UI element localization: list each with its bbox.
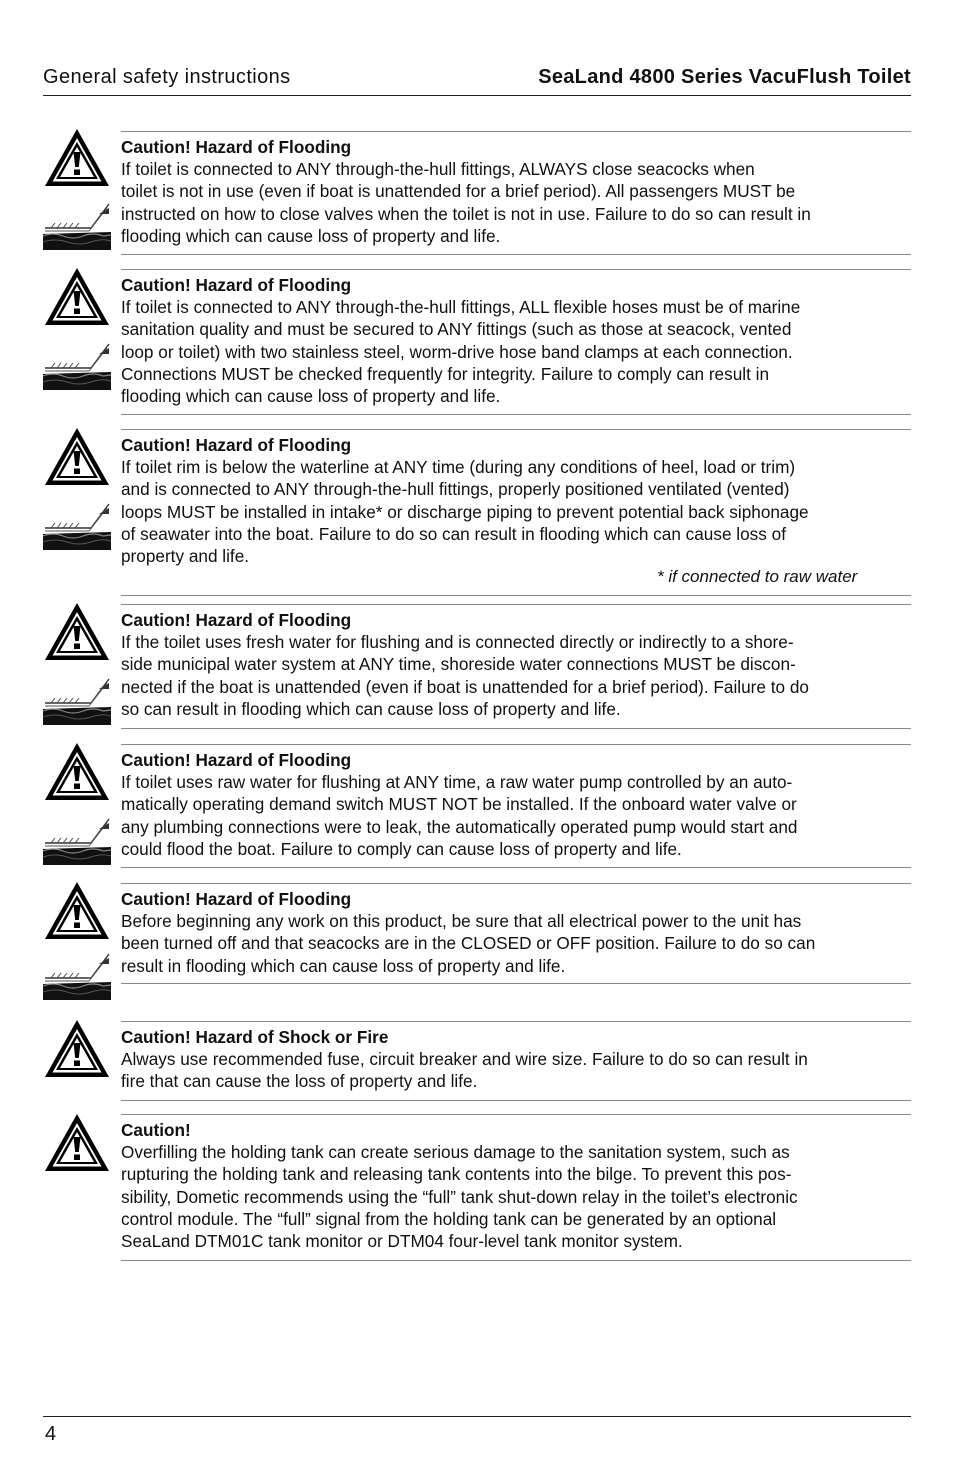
caution-title: Caution! Hazard of Shock or Fire — [121, 1027, 389, 1047]
caution-body-line: If toilet is connected to ANY through-the-hull fittings, ALL flexible hoses must be of marine — [121, 297, 801, 318]
caution-text — [121, 888, 913, 977]
block-divider-top — [121, 429, 911, 430]
flooding-icon — [43, 198, 111, 250]
caution-body-line: loop or toilet) with two stainless steel, worm-drive hose band clamps at each connection. — [121, 341, 793, 362]
caution-title: Caution! — [121, 1120, 191, 1140]
caution-title: Caution! Hazard of Flooding — [121, 137, 352, 157]
caution-body-line: If toilet rim is below the waterline at ANY time (during any conditions of heel, load or trim) — [121, 457, 796, 478]
caution-body-line: of seawater into the boat. Failure to do so can result in flooding which can cause loss of — [121, 523, 786, 544]
footnote: * if connected to raw water — [657, 567, 858, 586]
caution-body-line: instructed on how to close valves when the toilet is not in use. Failure to do so can result in — [121, 203, 811, 224]
caution-body-line: Before beginning any work on this product, be sure that all electrical power to the unit has — [121, 911, 802, 932]
caution-body-line: property and life. — [121, 546, 250, 567]
section-title: General safety instructions — [43, 66, 291, 88]
caution-text — [121, 274, 913, 407]
caution-body-line: Overfilling the holding tank can create serious damage to the sanitation system, such as — [121, 1142, 790, 1163]
block-divider-bottom — [121, 867, 911, 868]
block-divider-top — [121, 131, 911, 132]
caution-body-line: control module. The “full” signal from the holding tank can be generated by an optional — [121, 1208, 777, 1229]
page-number: 4 — [45, 1423, 57, 1445]
caution-body-line: loops MUST be installed in intake* or discharge piping to prevent potential back siphonage — [121, 501, 809, 522]
caution-body-line: SeaLand DTM01C tank monitor or DTM04 four-level tank monitor system. — [121, 1231, 683, 1252]
block-divider-bottom — [121, 414, 911, 415]
caution-title: Caution! Hazard of Flooding — [121, 275, 352, 295]
caution-body-line: matically operating demand switch MUST NOT be installed. If the onboard water valve or — [121, 794, 797, 815]
caution-body-line: Connections MUST be checked frequently for integrity. Failure to comply can result in — [121, 363, 770, 384]
flooding-icon — [43, 498, 111, 550]
warning-triangle-icon — [43, 880, 111, 941]
page-header — [43, 62, 911, 96]
caution-body-line: If toilet is connected to ANY through-the-hull fittings, ALWAYS close seacocks when — [121, 159, 755, 180]
block-divider-top — [121, 604, 911, 605]
caution-body-line: sanitation quality and must be secured to ANY fittings (such as those at seacock, vented — [121, 319, 792, 340]
caution-body-line: side municipal water system at ANY time, shoreside water connections MUST be discon- — [121, 654, 796, 675]
block-divider-top — [121, 883, 911, 884]
caution-text — [121, 434, 913, 567]
caution-body-line: and is connected to ANY through-the-hull fittings, properly positioned ventilated (vented) — [121, 479, 790, 500]
page-footer — [43, 1416, 911, 1445]
caution-body-line: sibility, Dometic recommends using the “full” tank shut-down relay in the toilet’s electronic — [121, 1186, 798, 1207]
caution-body-line: so can result in flooding which can cause loss of property and life. — [121, 698, 621, 719]
caution-title: Caution! Hazard of Flooding — [121, 435, 352, 455]
block-divider-bottom — [121, 1100, 911, 1101]
caution-body-line: result in flooding which can cause loss of property and life. — [121, 955, 566, 976]
block-divider-top — [121, 744, 911, 745]
caution-body-line: nected if the boat is unattended (even if boat is unattended for a brief period). Failure to do — [121, 676, 809, 697]
caution-body-line: could flood the boat. Failure to comply can cause loss of property and life. — [121, 838, 682, 859]
warning-triangle-icon — [43, 426, 111, 487]
block-divider-bottom — [121, 983, 911, 984]
caution-text — [121, 1119, 913, 1252]
caution-text — [121, 1026, 913, 1093]
warning-triangle-icon — [43, 127, 111, 188]
block-divider-bottom — [121, 595, 911, 596]
caution-body-line: If toilet uses raw water for flushing at ANY time, a raw water pump controlled by an auto- — [121, 772, 793, 793]
caution-body-line: If the toilet uses fresh water for flushing and is connected directly or indirectly to a shore- — [121, 632, 794, 653]
caution-body-line: been turned off and that seacocks are in the CLOSED or OFF position. Failure to do so can — [121, 933, 816, 954]
block-divider-bottom — [121, 728, 911, 729]
flooding-icon — [43, 338, 111, 390]
caution-title: Caution! Hazard of Flooding — [121, 750, 352, 770]
block-divider-bottom — [121, 1260, 911, 1261]
warning-triangle-icon — [43, 1112, 111, 1173]
caution-body-line: rupturing the holding tank and releasing tank contents into the bilge. To prevent this pos- — [121, 1164, 792, 1185]
warning-triangle-icon — [43, 741, 111, 802]
flooding-icon — [43, 948, 111, 1000]
block-divider-top — [121, 1114, 911, 1115]
block-divider-top — [121, 1021, 911, 1022]
flooding-icon — [43, 813, 111, 865]
caution-body-line: any plumbing connections were to leak, the automatically operated pump would start and — [121, 816, 798, 837]
caution-title: Caution! Hazard of Flooding — [121, 610, 352, 630]
warning-triangle-icon — [43, 1018, 111, 1079]
caution-text — [121, 749, 913, 860]
caution-text — [121, 609, 913, 720]
caution-body-line: flooding which can cause loss of property and life. — [121, 225, 501, 246]
caution-body-line: fire that can cause the loss of property and life. — [121, 1071, 478, 1092]
document-title: SeaLand 4800 Series VacuFlush Toilet — [538, 66, 911, 88]
caution-text — [121, 136, 913, 247]
warning-triangle-icon — [43, 601, 111, 662]
block-divider-bottom — [121, 254, 911, 255]
caution-body-line: flooding which can cause loss of property and life. — [121, 386, 501, 407]
caution-body-line: Always use recommended fuse, circuit breaker and wire size. Failure to do so can result in — [121, 1049, 808, 1070]
caution-title: Caution! Hazard of Flooding — [121, 889, 352, 909]
flooding-icon — [43, 673, 111, 725]
block-divider-top — [121, 269, 911, 270]
warning-triangle-icon — [43, 266, 111, 327]
caution-body-line: toilet is not in use (even if boat is unattended for a brief period). All passengers MUST be — [121, 181, 796, 202]
